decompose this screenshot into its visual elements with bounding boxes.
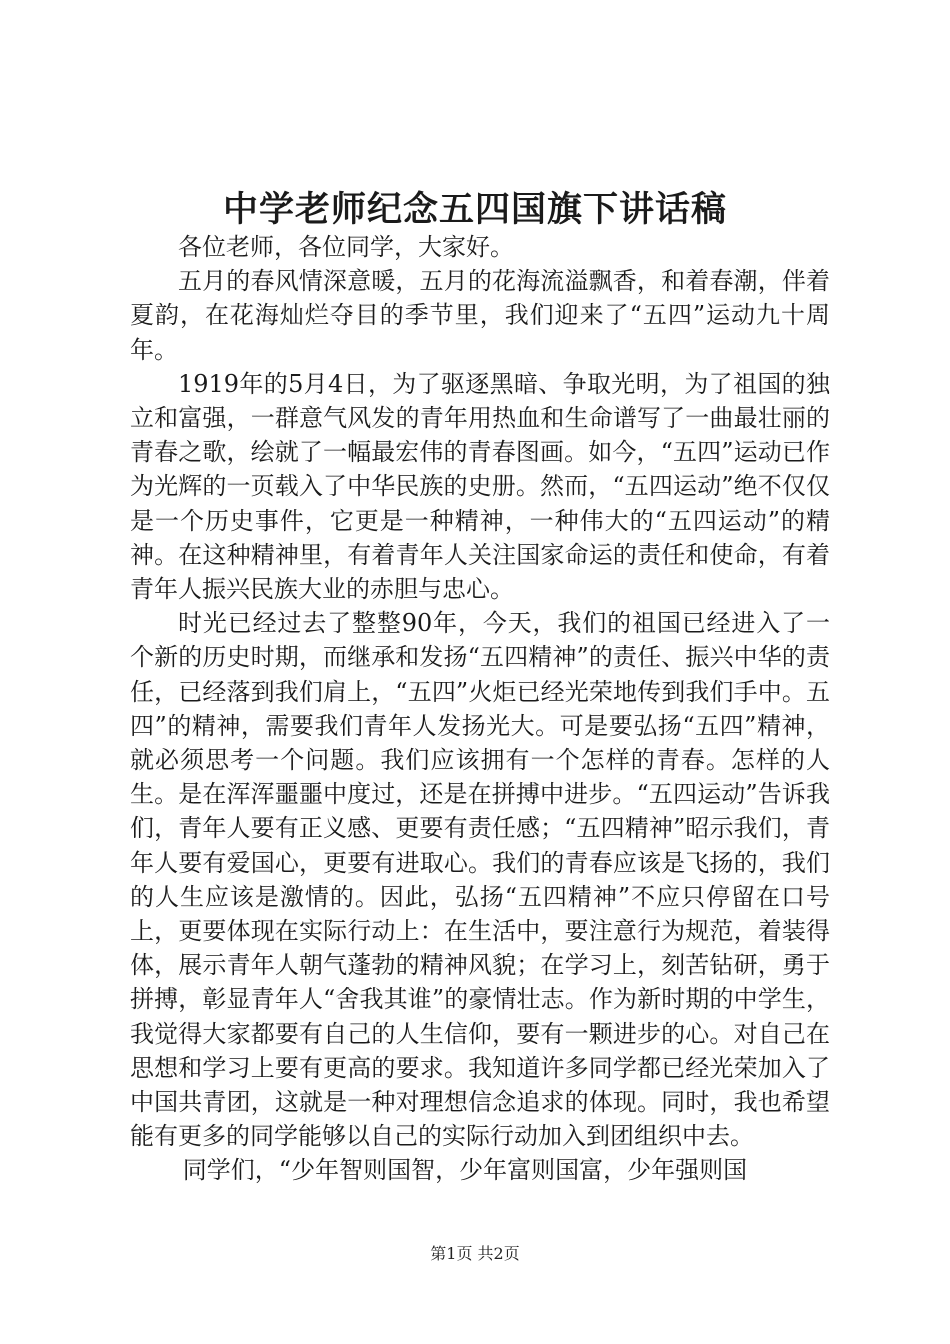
paragraph-greeting: 各位老师，各位同学，大家好。 [178, 233, 514, 261]
paragraph-classmates: 同学们，“少年智则国智，少年富则国富，少年强则国 [182, 1156, 748, 1185]
page-number-footer: 第1页 共2页 [430, 1244, 520, 1263]
paragraph-1919: 1919年的5月4日，为了驱逐黑暗、争取光明，为了祖国的独立和富强，一群意气风发的青年用热血和生命谱写了一曲最壮丽的青春之歌，绘就了一幅最宏伟的青春图画。如今，“五四”运动已作为光辉的一页载入了中华民族的史册。然而，“五四运动”绝不仅仅是一个历史事件，它更是一种精神，一种伟大的“五四运动”的精神。在这种精神里，有着青年人关注国家命运的责任和使命，有着青年人振兴民族大业的赤胆与忠心。 [130, 369, 830, 604]
document-body [130, 230, 830, 1188]
document-title: 中学老师纪念五四国旗下讲话稿 [222, 189, 727, 230]
paragraph-spring: 五月的春风情深意暖，五月的花海流溢飘香，和着春潮，伴着夏韵，在花海灿烂夺目的季节里，我们迎来了“五四”运动九十周年。 [130, 267, 830, 364]
paragraph-90-years: 时光已经过去了整整90年，今天，我们的祖国已经进入了一个新的历史时期，而继承和发扬“五四精神”的责任、振兴中华的责任，已经落到我们肩上，“五四”火炬已经光荣地传到我们手中。五四”的精神，需要我们青年人发扬光大。可是要弘扬“五四”精神，就必须思考一个问题。我们应该拥有一个怎样的青春。怎样的人生。是在浑浑噩噩中度过，还是在拼搏中进步。“五四运动”告诉我们，青年人要有正义感、更要有责任感；“五四精神”昭示我们，青年人要有爱国心，更要有进取心。我们的青春应该是飞扬的，我们的人生应该是激情的。因此，弘扬“五四精神”不应只停留在口号上，更要体现在实际行动上：在生活中，要注意行为规范，着装得体，展示青年人朝气蓬勃的精神风貌；在学习上，刻苦钻研，勇于拼搏，彰显青年人“舍我其谁”的豪情壮志。作为新时期的中学生，我觉得大家都要有自己的人生信仰，要有一颗进步的心。对自己在思想和学习上要有更高的要求。我知道许多同学都已经光荣加入了中国共青团，这就是一种对理想信念追求的体现。同时，我也希望能有更多的同学能够以自己的实际行动加入到团组织中去。 [130, 609, 830, 1151]
